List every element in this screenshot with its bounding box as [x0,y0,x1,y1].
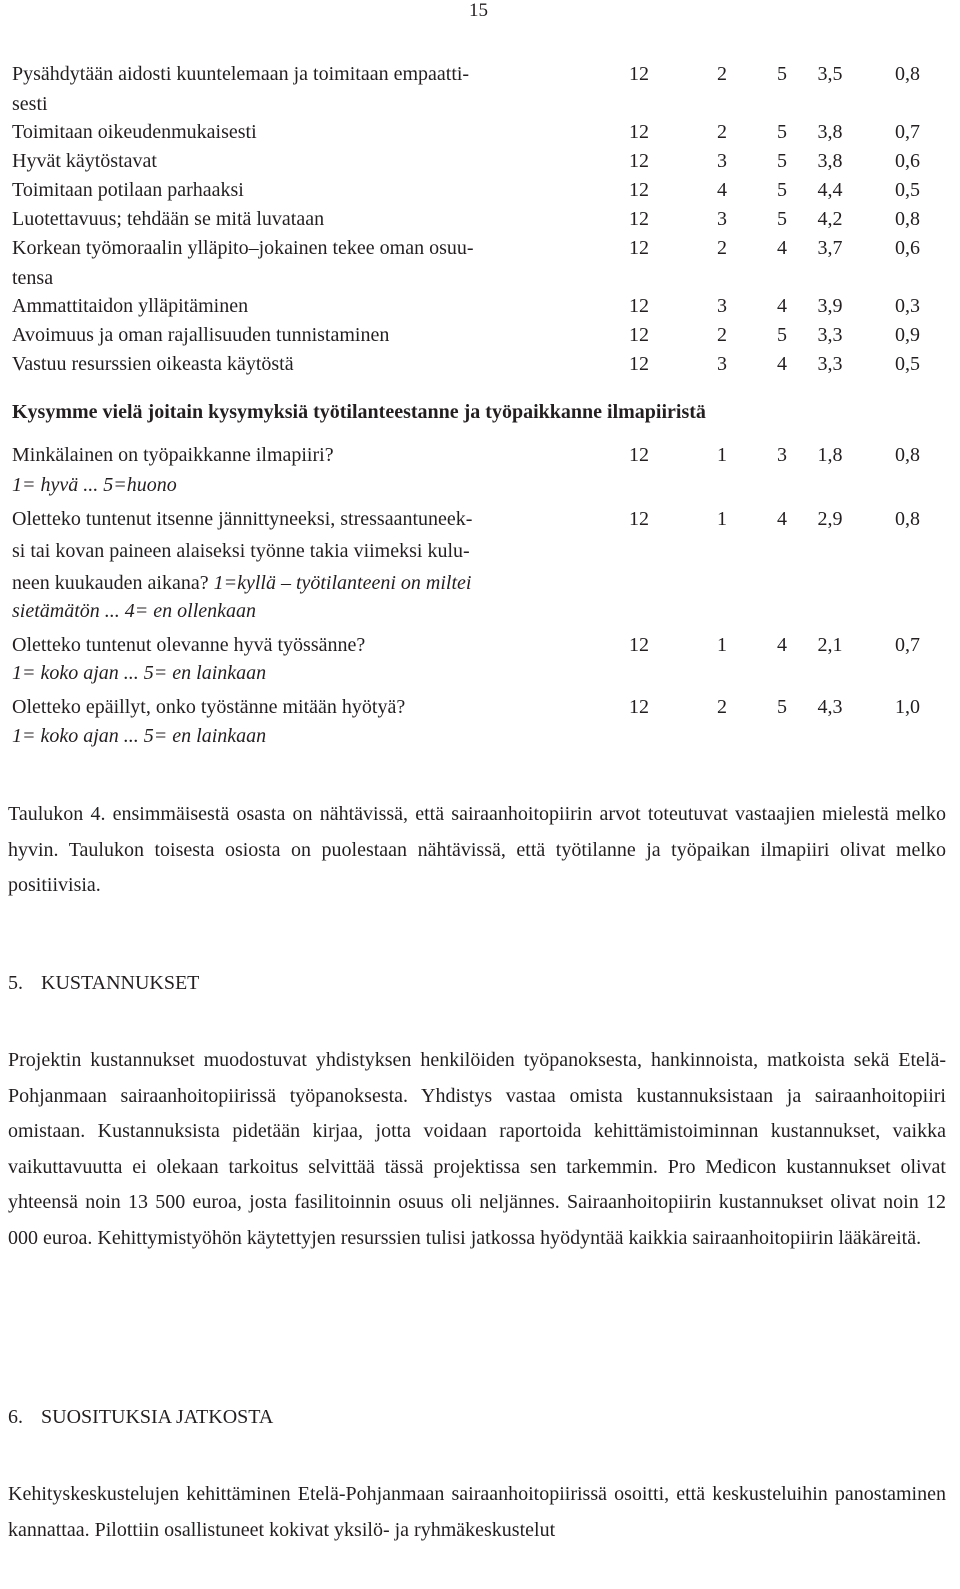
cell-mean: 1,8 [817,444,843,466]
question-text: Oletteko tuntenut itsenne jännittyneeksi, stressaantuneek- si tai kovan paineen alaiseksi työnne takia viimeksi kulu- neen kuukauden aikana? [12,508,473,594]
row-label: Luotettavuus; tehdään se mitä luvataan [12,208,325,230]
cell-mean: 2,9 [817,508,843,530]
cell-min: 2 [717,121,727,143]
summary-paragraph: Taulukon 4. ensimmäisestä osasta on nähtävissä, että sairaanhoitopiirin arvot toteutuvat vastaajien mielestä melko hyvin. Taulukon toisesta osiosta on puolestaan nähtävissä, että työtilanne ja työpaikan ilmapiiri olivat melko positiivisia. [8,803,946,897]
cell-n: 12 [629,324,649,346]
cell-n: 12 [629,208,649,230]
cell-max: 4 [777,237,787,259]
cell-mean: 2,1 [817,634,843,656]
question-label: Oletteko epäillyt, onko työstänne mitään hyötyä? [12,696,406,718]
question-scale: sietämätön ... 4= en ollenkaan [12,600,257,622]
row-label: Toimitaan potilaan parhaaksi [12,179,244,201]
cell-min: 3 [717,295,727,317]
cell-min: 4 [717,179,727,201]
row-label: Korkean työmoraalin ylläpito–jokainen tekee oman osuu- tensa [12,237,474,289]
cell-max: 5 [777,63,787,85]
cell-min: 3 [717,353,727,375]
cell-n: 12 [629,179,649,201]
cell-n: 12 [629,121,649,143]
row-label: Hyvät käytöstavat [12,150,157,172]
section-number: 5. [8,972,23,994]
row-label: Toimitaan oikeudenmukaisesti [12,121,257,143]
cell-mean: 3,7 [817,237,843,259]
cell-min: 3 [717,150,727,172]
cell-min: 2 [717,696,727,718]
cell-sd: 0,8 [895,444,920,466]
cell-min: 3 [717,208,727,230]
section-heading-recommendations [8,1406,273,1429]
cell-mean: 3,8 [817,121,843,143]
question-scale: 1= koko ajan ... 5= en lainkaan [12,725,267,747]
cell-sd: 0,3 [895,295,920,317]
cell-mean: 4,4 [817,179,843,201]
cell-mean: 4,2 [817,208,843,230]
cell-mean: 3,5 [817,63,843,85]
table-subheading: Kysymme vielä joitain kysymyksiä työtilanteestanne ja työpaikkanne ilmapiiristä [12,401,706,423]
cell-max: 5 [777,150,787,172]
cell-min: 1 [717,508,727,530]
question-label: Oletteko tuntenut olevanne hyvä työssänne? [12,634,366,656]
cell-mean: 3,3 [817,324,843,346]
row-label: Pysähdytään aidosti kuuntelemaan ja toimitaan empaatti- sesti [12,63,470,115]
cell-n: 12 [629,353,649,375]
cell-n: 12 [629,63,649,85]
question-scale: 1= hyvä ... 5=huono [12,474,177,496]
row-label: Vastuu resurssien oikeasta käytöstä [12,353,294,375]
cell-sd: 0,8 [895,208,920,230]
section-title: SUOSITUKSIA JATKOSTA [41,1406,274,1428]
cell-min: 2 [717,324,727,346]
question-label [12,503,602,599]
question-scale: 1=kyllä – työtilanteeni on miltei [213,572,472,594]
cell-n: 12 [629,444,649,466]
cell-max: 4 [777,353,787,375]
cell-max: 4 [777,634,787,656]
cell-max: 5 [777,179,787,201]
cell-n: 12 [629,237,649,259]
question-label: Minkälainen on työpaikkanne ilmapiiri? [12,444,334,466]
section-heading-costs [8,972,199,995]
cell-mean: 4,3 [817,696,843,718]
cell-sd: 0,6 [895,237,920,259]
cell-max: 5 [777,208,787,230]
cell-max: 4 [777,295,787,317]
cell-max: 4 [777,508,787,530]
cell-mean: 3,9 [817,295,843,317]
cell-max: 3 [777,444,787,466]
cell-sd: 0,8 [895,508,920,530]
cell-n: 12 [629,508,649,530]
cell-sd: 0,6 [895,150,920,172]
costs-paragraph: Projektin kustannukset muodostuvat yhdistyksen henkilöiden työpanoksesta, hankinnoista, matkoista sekä Etelä-Pohjanmaan sairaanhoitopiirissä työpanoksesta. Yhdistys vastaa omista kustannuksistaan ja sairaanhoitopiiri omistaan. Kustannuksista pidetään kirjaa, jotta voidaan raportoida kehittämistoiminnan kustannukset, vaikka vaikuttavuutta ei olekaan tarkoitus selvittää tässä projektissa sen tarkemmin. Pro Medicon kustannukset olivat yhteensä noin 13 500 euroa, josta fasilitoinnin osuus oli neljännes. Sairaanhoitopiirin kustannukset olivat noin 12 000 euroa. Kehittymistyöhön käytettyjen resurssien tulisi jatkossa hyödyntää kaikkia sairaanhoitopiirin lääkäreitä. [8,1049,946,1249]
cell-sd: 0,9 [895,324,920,346]
cell-min: 2 [717,63,727,85]
cell-min: 1 [717,444,727,466]
cell-sd: 0,8 [895,63,920,85]
section-number: 6. [8,1406,23,1428]
cell-mean: 3,3 [817,353,843,375]
cell-sd: 0,5 [895,353,920,375]
cell-n: 12 [629,295,649,317]
cell-sd: 0,5 [895,179,920,201]
recommendations-paragraph: Kehityskeskustelujen kehittäminen Etelä-Pohjanmaan sairaanhoitopiirissä osoitti, että keskusteluihin panostaminen kannattaa. Pilottiin osallistuneet kokivat yksilö- ja ryhmäkeskustelut [8,1483,946,1541]
cell-sd: 1,0 [895,696,920,718]
cell-min: 1 [717,634,727,656]
row-label: Ammattitaidon ylläpitäminen [12,295,249,317]
cell-sd: 0,7 [895,121,920,143]
cell-max: 5 [777,121,787,143]
row-label: Avoimuus ja oman rajallisuuden tunnistaminen [12,324,390,346]
cell-max: 5 [777,324,787,346]
cell-sd: 0,7 [895,634,920,656]
cell-n: 12 [629,634,649,656]
cell-mean: 3,8 [817,150,843,172]
section-title: KUSTANNUKSET [41,972,200,994]
cell-min: 2 [717,237,727,259]
page-number: 15 [469,0,488,21]
cell-max: 5 [777,696,787,718]
cell-n: 12 [629,696,649,718]
cell-n: 12 [629,150,649,172]
question-scale: 1= koko ajan ... 5= en lainkaan [12,662,267,684]
